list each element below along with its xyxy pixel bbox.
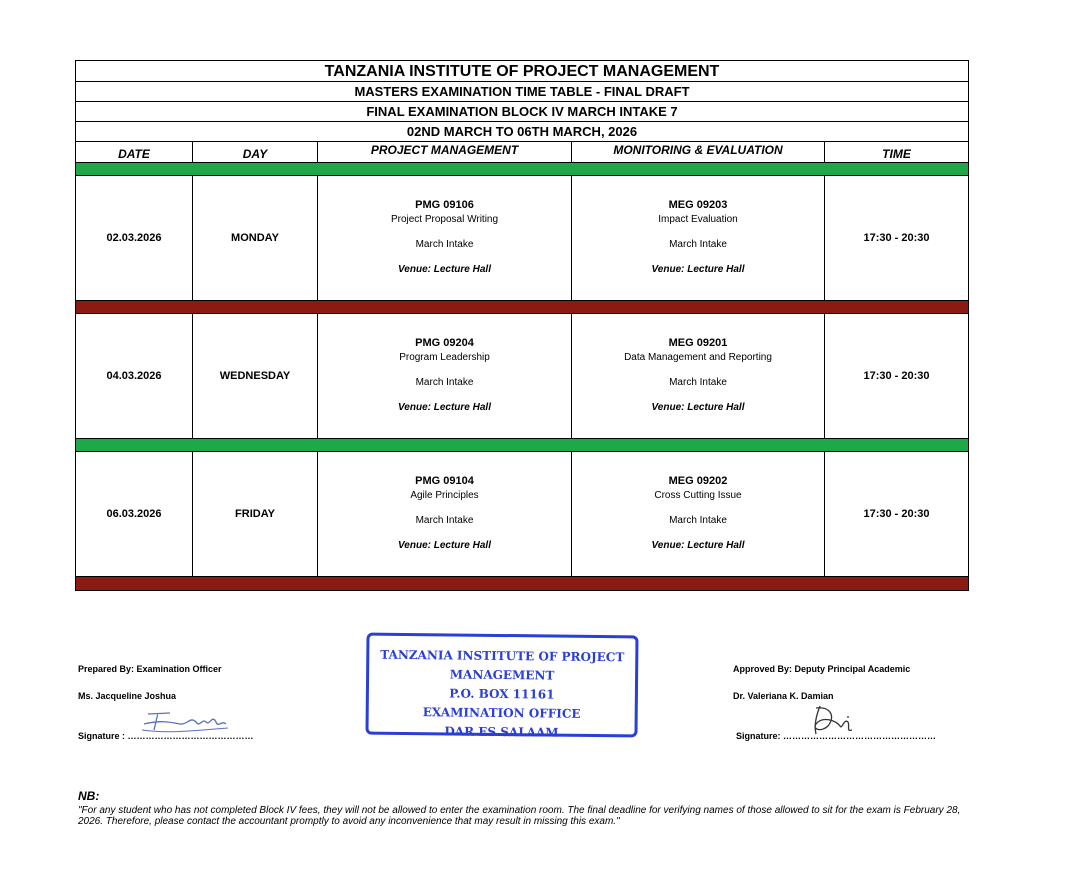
course-intake: March Intake [669, 515, 727, 526]
course-venue: Venue: Lecture Hall [651, 540, 745, 551]
exam-date: 04.03.2026 [106, 370, 162, 382]
course-code: MEG 09201 [668, 337, 728, 349]
course-name: Impact Evaluation [658, 214, 738, 225]
me-course-cell [571, 314, 824, 438]
course-venue: Venue: Lecture Hall [398, 264, 491, 275]
course-intake: March Intake [415, 377, 474, 388]
nb-note [78, 789, 968, 827]
column-header-date: DATE [118, 147, 150, 161]
course-venue: Venue: Lecture Hall [398, 540, 491, 551]
course-venue: Venue: Lecture Hall [651, 264, 745, 275]
block-title: FINAL EXAMINATION BLOCK IV MARCH INTAKE 7 [76, 102, 968, 122]
prepared-by-name: Ms. Jacqueline Joshua [78, 691, 177, 701]
course-name: Project Proposal Writing [390, 214, 499, 225]
course-name: Cross Cutting Issue [654, 490, 742, 501]
prepared-signature-icon [140, 708, 230, 738]
course-intake: March Intake [669, 239, 727, 250]
course-intake: March Intake [669, 377, 727, 388]
approved-signature-label: Signature: …………………………………………… [736, 731, 937, 741]
separator-band [76, 577, 968, 590]
separator-band [76, 439, 968, 452]
institute-title: TANZANIA INSTITUTE OF PROJECT MANAGEMENT [76, 61, 968, 82]
course-code: PMG 09106 [415, 199, 474, 211]
nb-text: "For any student who has not completed Block IV fees, they will not be allowed to enter the examination room. The final deadline for verifying names of those allowed to sit for the exam is February 28, 2026. Therefore, please contact the accountant promptly to avoid any inconvenience that may result in missing this exam." [78, 805, 961, 827]
separator-band [76, 163, 968, 176]
course-intake: March Intake [415, 515, 474, 526]
me-course-cell [571, 452, 824, 576]
course-name: Agile Principles [410, 490, 479, 501]
column-header-monitoring-evaluation: MONITORING & EVALUATION [571, 142, 824, 162]
approved-by-label: Approved By: Deputy Principal Academic [733, 664, 911, 674]
exam-time: 17:30 - 20:30 [824, 176, 968, 300]
column-header-row [76, 142, 968, 163]
course-code: PMG 09204 [415, 337, 474, 349]
period-title: 02ND MARCH TO 06TH MARCH, 2026 [76, 122, 968, 142]
course-intake: March Intake [415, 239, 474, 250]
approved-signature-icon [806, 702, 866, 738]
column-header-day: DAY [192, 142, 317, 162]
exam-date: 02.03.2026 [106, 232, 162, 244]
exam-time: 17:30 - 20:30 [824, 452, 968, 576]
course-code: PMG 09104 [415, 475, 474, 487]
separator-band [76, 301, 968, 314]
timetable-sheet [75, 60, 969, 591]
prepared-by-label: Prepared By: Examination Officer [78, 664, 222, 674]
table-row [76, 176, 968, 301]
table-row [76, 452, 968, 577]
exam-day: MONDAY [192, 176, 317, 300]
exam-day: FRIDAY [192, 452, 317, 576]
course-name: Program Leadership [399, 352, 490, 363]
prepared-signature-label: Signature : …………………………………… [78, 731, 254, 741]
exam-date: 06.03.2026 [106, 508, 162, 520]
me-course-cell [571, 176, 824, 300]
pm-course-cell [317, 314, 571, 438]
stamp-line-4: DAR ES SALAAM [444, 724, 559, 740]
approved-by-name: Dr. Valeriana K. Damian [733, 691, 834, 701]
column-header-time: TIME [824, 142, 968, 162]
course-venue: Venue: Lecture Hall [398, 402, 491, 413]
stamp-line-2: P.O. BOX 11161 [449, 686, 555, 702]
exam-time: 17:30 - 20:30 [824, 314, 968, 438]
exam-day: WEDNESDAY [192, 314, 317, 438]
column-header-project-management: PROJECT MANAGEMENT [317, 142, 571, 162]
course-venue: Venue: Lecture Hall [651, 402, 745, 413]
stamp-line-3: EXAMINATION OFFICE [422, 705, 581, 721]
table-row [76, 314, 968, 439]
course-name: Data Management and Reporting [624, 352, 772, 363]
examination-office-stamp [365, 633, 638, 738]
course-code: MEG 09202 [668, 475, 728, 487]
nb-heading: NB: [78, 789, 100, 803]
pm-course-cell [317, 452, 571, 576]
course-code: MEG 09203 [668, 199, 728, 211]
timetable-title: MASTERS EXAMINATION TIME TABLE - FINAL DRAFT [76, 82, 968, 102]
pm-course-cell [317, 176, 571, 300]
stamp-line-1: TANZANIA INSTITUTE OF PROJECT MANAGEMENT [380, 647, 625, 683]
